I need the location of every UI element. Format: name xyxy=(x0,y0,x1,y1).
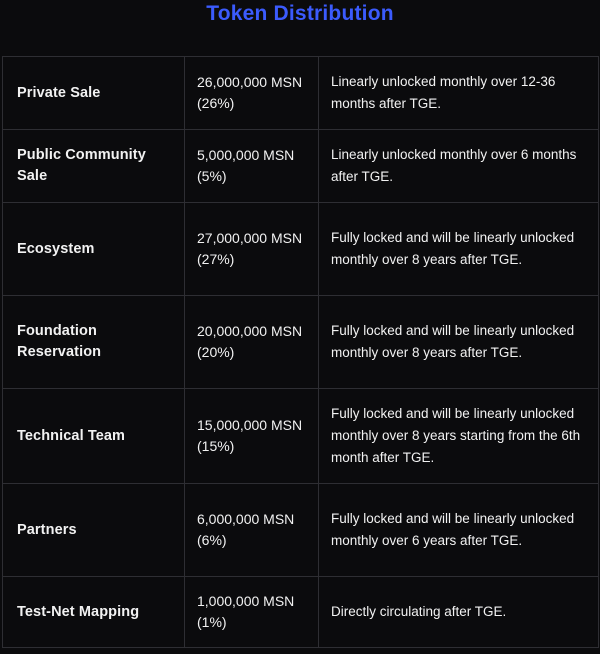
cell-category: Test-Net Mapping xyxy=(3,577,185,648)
cell-category: Partners xyxy=(3,484,185,577)
cell-category: Public Community Sale xyxy=(3,130,185,203)
cell-category: Private Sale xyxy=(3,57,185,130)
cell-description: Linearly unlocked monthly over 12-36 months after TGE. xyxy=(319,57,599,130)
cell-description: Directly circulating after TGE. xyxy=(319,577,599,648)
cell-category: Technical Team xyxy=(3,389,185,484)
cell-category: Foundation Reservation xyxy=(3,296,185,389)
cell-description: Fully locked and will be linearly unlocked monthly over 8 years after TGE. xyxy=(319,203,599,296)
table-row xyxy=(3,130,599,203)
cell-description: Fully locked and will be linearly unlocked monthly over 8 years starting from the 6th month after TGE. xyxy=(319,389,599,484)
table-row xyxy=(3,484,599,577)
cell-description: Fully locked and will be linearly unlocked monthly over 6 years after TGE. xyxy=(319,484,599,577)
table-row xyxy=(3,203,599,296)
table-row xyxy=(3,389,599,484)
cell-amount: 1,000,000 MSN (1%) xyxy=(185,577,319,648)
table-body xyxy=(3,57,599,648)
cell-amount: 15,000,000 MSN (15%) xyxy=(185,389,319,484)
page-title: Token Distribution xyxy=(206,2,394,25)
cell-category: Ecosystem xyxy=(3,203,185,296)
cell-amount: 26,000,000 MSN (26%) xyxy=(185,57,319,130)
table-row xyxy=(3,296,599,389)
cell-description: Linearly unlocked monthly over 6 months after TGE. xyxy=(319,130,599,203)
cell-amount: 20,000,000 MSN (20%) xyxy=(185,296,319,389)
cell-description: Fully locked and will be linearly unlocked monthly over 8 years after TGE. xyxy=(319,296,599,389)
cell-amount: 27,000,000 MSN (27%) xyxy=(185,203,319,296)
token-distribution-table-wrapper xyxy=(0,56,600,648)
cell-amount: 5,000,000 MSN (5%) xyxy=(185,130,319,203)
table-row xyxy=(3,577,599,648)
table-row xyxy=(3,57,599,130)
token-distribution-table xyxy=(2,56,599,648)
cell-amount: 6,000,000 MSN (6%) xyxy=(185,484,319,577)
